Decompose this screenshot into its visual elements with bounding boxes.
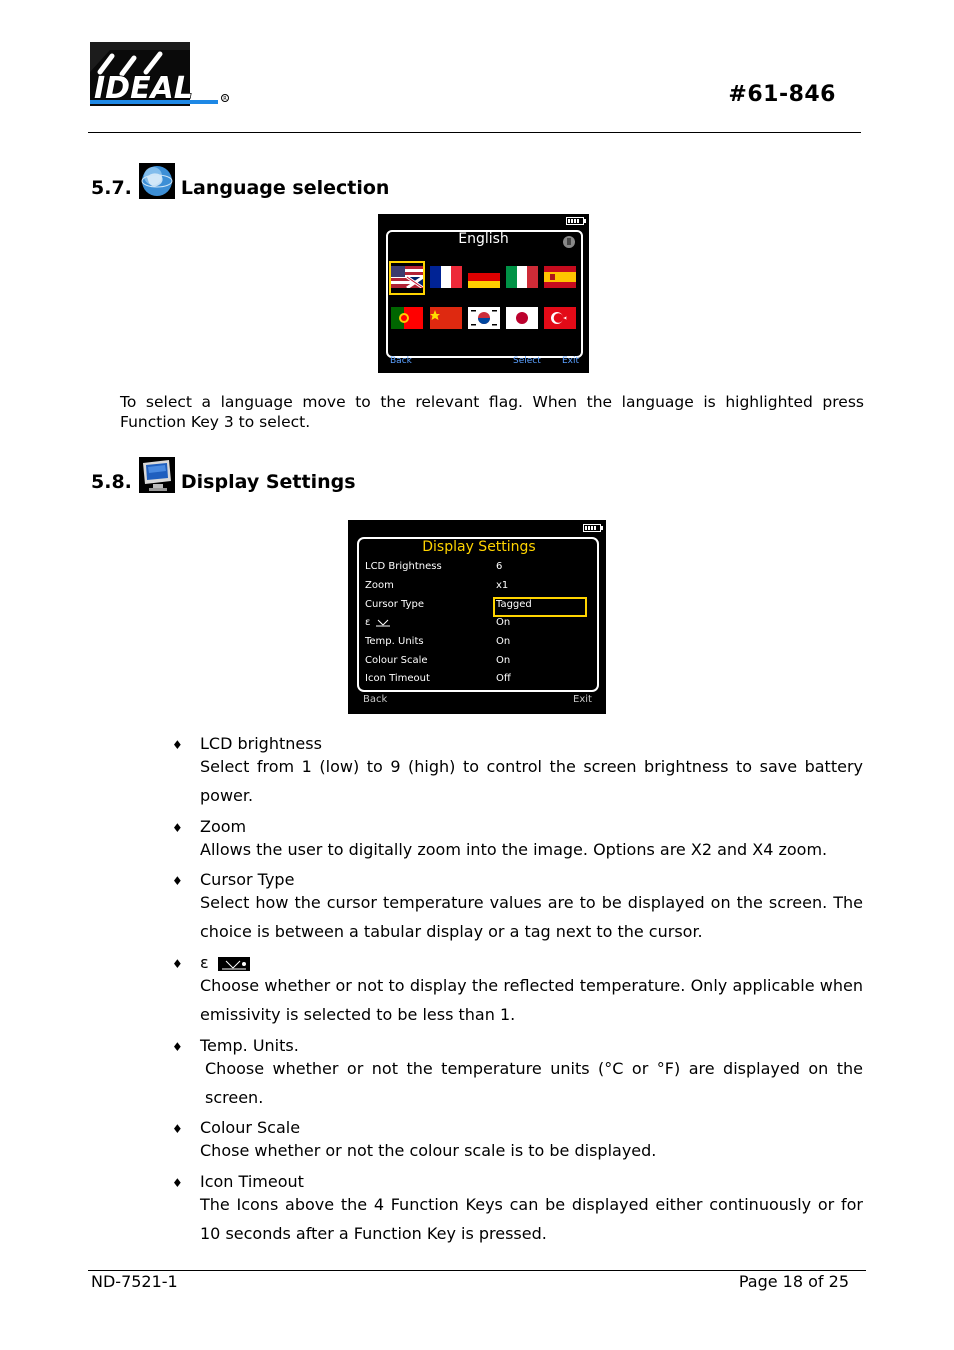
flag-portugal-icon[interactable]: [391, 307, 423, 329]
speaker-icon: [562, 234, 576, 248]
setting-label[interactable]: Colour Scale: [365, 655, 428, 666]
setting-value[interactable]: 6: [496, 561, 503, 572]
footer-page-number: Page 18 of 25: [738, 1272, 849, 1291]
setting-label[interactable]: Temp. Units: [365, 636, 424, 647]
setting-value[interactable]: On: [496, 636, 511, 647]
setting-value[interactable]: Off: [496, 673, 511, 684]
ideal-logo: [90, 42, 232, 106]
bullet-title: Zoom: [200, 817, 247, 836]
section-title: Display Settings: [180, 471, 356, 493]
setting-label[interactable]: LCD Brightness: [365, 561, 442, 572]
setting-label[interactable]: [365, 617, 370, 628]
section-title: Language selection: [180, 177, 390, 199]
battery-icon: [566, 217, 584, 225]
section-heading-language: [91, 163, 389, 199]
settings-title: Display Settings: [422, 539, 536, 555]
header-divider: [88, 132, 861, 133]
reflected-temp-icon: [376, 619, 390, 627]
bullet-title: Colour Scale: [200, 1118, 301, 1137]
softkey-exit[interactable]: Exit: [562, 356, 580, 366]
section-heading-display: [91, 457, 356, 493]
svg-text:IDEAL: IDEAL: [94, 71, 193, 106]
monitor-icon: [139, 457, 175, 493]
bullet-description: Allows the user to digitally zoom into the image. Options are X2 and X4 zoom.: [200, 840, 828, 859]
document-number: #61-846: [728, 82, 836, 107]
flag-china-icon[interactable]: [430, 307, 462, 329]
bullet-icon: ♦: [172, 1122, 183, 1136]
bullet-description: Select from 1 (low) to 9 (high) to control the screen brightness to save battery power.: [200, 757, 863, 805]
svg-text:R: R: [223, 96, 227, 102]
softkey-exit[interactable]: Exit: [573, 694, 592, 705]
flag-japan-icon[interactable]: [506, 307, 538, 329]
flag-france-icon[interactable]: [430, 266, 462, 288]
bullet-title: Cursor Type: [200, 870, 295, 889]
bullet-title: LCD brightness: [200, 734, 322, 753]
flag-turkey-icon[interactable]: [544, 307, 576, 329]
section-number: 5.7.: [91, 177, 132, 199]
epsilon-symbol: ε: [200, 953, 209, 972]
language-screen: [378, 214, 589, 373]
bullet-icon: ♦: [172, 821, 183, 835]
footer-document-id: ND-7521-1: [91, 1272, 178, 1291]
epsilon-symbol: ε: [365, 617, 371, 628]
display-settings-screen: [348, 520, 606, 714]
bullet-title: Icon Timeout: [200, 1172, 304, 1191]
setting-value[interactable]: Tagged: [496, 599, 532, 610]
reflected-temp-icon: [218, 957, 250, 971]
bullet-description: Chose whether or not the colour scale is to be displayed.: [200, 1141, 657, 1160]
flag-germany-icon[interactable]: [468, 266, 500, 288]
flag-italy-icon[interactable]: [506, 266, 538, 288]
bullet-title: Temp. Units.: [200, 1036, 299, 1055]
bullet-title: [200, 953, 250, 972]
flag-spain-icon[interactable]: [544, 266, 576, 288]
bullet-description: The Icons above the 4 Function Keys can be displayed either continuously or for 10 seconds after a Function Key is pressed.: [200, 1195, 863, 1243]
bullet-description: Select how the cursor temperature values are to be displayed on the screen. The choice is between a tabular display or a tag next to the cursor.: [200, 893, 863, 941]
bullet-description: Choose whether or not the temperature units (°C or °F) are displayed on the screen.: [205, 1059, 863, 1107]
softkey-select[interactable]: Select: [513, 356, 541, 366]
setting-value[interactable]: x1: [496, 580, 509, 591]
flag-uk-us-icon[interactable]: [391, 266, 423, 288]
footer-divider: [88, 1270, 866, 1271]
setting-value[interactable]: On: [496, 655, 511, 666]
softkey-back[interactable]: Back: [390, 356, 412, 366]
bullet-icon: ♦: [172, 874, 183, 888]
current-language: English: [458, 231, 509, 247]
setting-label[interactable]: Cursor Type: [365, 599, 425, 610]
bullet-icon: ♦: [172, 738, 183, 752]
bullet-icon: ♦: [172, 1040, 183, 1054]
bullet-description: Choose whether or not to display the reflected temperature. Only applicable when emissivity is selected to be less than 1.: [200, 976, 863, 1024]
bullet-icon: ♦: [172, 957, 183, 971]
section-number: 5.8.: [91, 471, 132, 493]
language-instructions: To select a language move to the relevant flag. When the language is highlighted press Function Key 3 to select.: [120, 393, 864, 431]
flag-korea-icon[interactable]: [468, 307, 500, 329]
softkey-back[interactable]: Back: [363, 694, 388, 705]
globe-icon: [139, 163, 175, 199]
bullet-icon: ♦: [172, 1176, 183, 1190]
setting-label[interactable]: Zoom: [365, 580, 394, 591]
battery-icon: [583, 524, 601, 532]
setting-value[interactable]: On: [496, 617, 511, 628]
setting-label[interactable]: Icon Timeout: [365, 673, 430, 684]
